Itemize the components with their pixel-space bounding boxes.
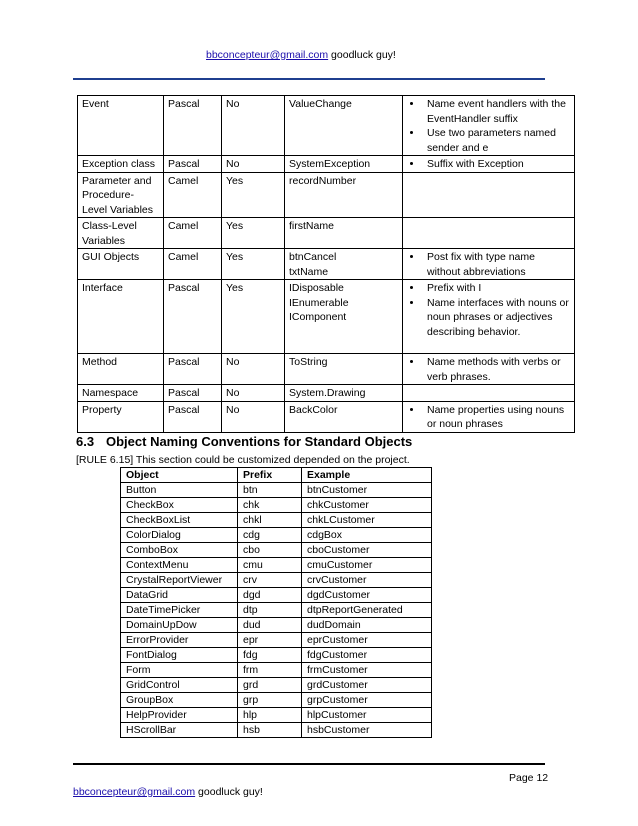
prefix-cell: frm (238, 663, 302, 678)
header-rule (73, 78, 545, 80)
table-row (121, 543, 432, 558)
notes-cell (403, 172, 575, 218)
prefix-cell: epr (238, 633, 302, 648)
example-cell: cboCustomer (302, 543, 432, 558)
example-cell: IDisposable IEnumerable IComponent (285, 280, 403, 354)
prefix-cell: crv (238, 573, 302, 588)
column-header-object: Object (121, 468, 238, 483)
notes-cell (403, 156, 575, 173)
example-cell: crvCustomer (302, 573, 432, 588)
note-item: • Post fix with type name without abbreviations (423, 250, 570, 279)
prefix-cell: No (222, 156, 285, 173)
page-footer (73, 786, 263, 798)
notes-cell (403, 96, 575, 156)
prefix-cell: grd (238, 678, 302, 693)
table-row (121, 618, 432, 633)
identifier-type-cell: Interface (78, 280, 164, 354)
table-row (121, 663, 432, 678)
example-cell: firstName (285, 218, 403, 249)
example-cell: grdCustomer (302, 678, 432, 693)
prefix-cell: cdg (238, 528, 302, 543)
page-number: Page 12 (509, 772, 549, 784)
object-cell: HScrollBar (121, 723, 238, 738)
notes-cell (403, 280, 575, 354)
prefix-cell: hlp (238, 708, 302, 723)
table-row (121, 633, 432, 648)
table-row (121, 483, 432, 498)
note-item: • Suffix with Exception (423, 157, 570, 172)
table-row (121, 573, 432, 588)
case-cell: Camel (164, 249, 222, 280)
object-cell: GridControl (121, 678, 238, 693)
rule-note: [RULE 6.15] This section could be customized depended on the project. (76, 454, 410, 466)
case-cell: Pascal (164, 385, 222, 402)
case-cell: Pascal (164, 96, 222, 156)
table-row (78, 280, 575, 354)
section-number: 6.3 (76, 434, 95, 449)
identifier-type-cell: Parameter and Procedure-Level Variables (78, 172, 164, 218)
example-cell: frmCustomer (302, 663, 432, 678)
note-item: • Name methods with verbs or verb phrases. (423, 355, 570, 384)
table-row (121, 588, 432, 603)
example-cell: btnCustomer (302, 483, 432, 498)
example-cell: btnCancel txtName (285, 249, 403, 280)
object-cell: DateTimePicker (121, 603, 238, 618)
notes-cell (403, 218, 575, 249)
prefix-cell: cmu (238, 558, 302, 573)
case-cell: Pascal (164, 280, 222, 354)
notes-cell (403, 385, 575, 402)
table-row (78, 385, 575, 402)
prefix-cell: Yes (222, 172, 285, 218)
naming-conventions-table (77, 95, 575, 433)
prefix-cell: No (222, 354, 285, 385)
example-cell: cmuCustomer (302, 558, 432, 573)
column-header-example: Example (302, 468, 432, 483)
section-title: Object Naming Conventions for Standard Objects (106, 434, 413, 449)
example-cell: chkLCustomer (302, 513, 432, 528)
table-row (121, 558, 432, 573)
case-cell: Pascal (164, 354, 222, 385)
table-row (121, 648, 432, 663)
prefix-cell: fdg (238, 648, 302, 663)
table-row (78, 401, 575, 432)
object-cell: DataGrid (121, 588, 238, 603)
notes-cell (403, 249, 575, 280)
example-cell: BackColor (285, 401, 403, 432)
identifier-type-cell: Class-Level Variables (78, 218, 164, 249)
column-header-prefix: Prefix (238, 468, 302, 483)
note-item: • Name properties using nouns or noun phrases (423, 403, 570, 432)
table-row (121, 678, 432, 693)
object-cell: CheckBox (121, 498, 238, 513)
case-cell: Camel (164, 172, 222, 218)
notes-cell (403, 401, 575, 432)
identifier-type-cell: Event (78, 96, 164, 156)
identifier-type-cell: Method (78, 354, 164, 385)
example-cell: hlpCustomer (302, 708, 432, 723)
table-row (121, 513, 432, 528)
section-heading (76, 434, 412, 449)
notes-cell (403, 354, 575, 385)
table-row (121, 528, 432, 543)
object-cell: FontDialog (121, 648, 238, 663)
example-cell: grpCustomer (302, 693, 432, 708)
object-prefix-table (120, 467, 432, 738)
table-row (78, 156, 575, 173)
example-cell: cdgBox (302, 528, 432, 543)
prefix-cell: cbo (238, 543, 302, 558)
footer-tagline: goodluck guy! (195, 786, 263, 798)
table-row (78, 172, 575, 218)
example-cell: System.Drawing (285, 385, 403, 402)
object-cell: ErrorProvider (121, 633, 238, 648)
table-row (78, 218, 575, 249)
prefix-cell: chkl (238, 513, 302, 528)
table-row (78, 96, 575, 156)
prefix-cell: No (222, 96, 285, 156)
example-cell: recordNumber (285, 172, 403, 218)
object-cell: CheckBoxList (121, 513, 238, 528)
prefix-cell: dud (238, 618, 302, 633)
header-tagline: goodluck guy! (328, 49, 396, 61)
object-cell: ComboBox (121, 543, 238, 558)
example-cell: fdgCustomer (302, 648, 432, 663)
prefix-cell: dtp (238, 603, 302, 618)
object-cell: Form (121, 663, 238, 678)
object-cell: CrystalReportViewer (121, 573, 238, 588)
note-item: • Use two parameters named sender and e (423, 126, 570, 155)
object-cell: Button (121, 483, 238, 498)
example-cell: chkCustomer (302, 498, 432, 513)
page-header (206, 49, 396, 61)
footer-rule (73, 763, 545, 765)
object-cell: GroupBox (121, 693, 238, 708)
table-row (121, 693, 432, 708)
prefix-cell: Yes (222, 249, 285, 280)
object-cell: ContextMenu (121, 558, 238, 573)
table-header-row (121, 468, 432, 483)
object-cell: DomainUpDow (121, 618, 238, 633)
example-cell: ToString (285, 354, 403, 385)
prefix-cell: No (222, 385, 285, 402)
example-cell: SystemException (285, 156, 403, 173)
prefix-cell: dgd (238, 588, 302, 603)
example-cell: hsbCustomer (302, 723, 432, 738)
example-cell: dgdCustomer (302, 588, 432, 603)
case-cell: Pascal (164, 401, 222, 432)
identifier-type-cell: GUI Objects (78, 249, 164, 280)
note-item: • Name event handlers with the EventHandler suffix (423, 97, 570, 126)
table-row (121, 603, 432, 618)
identifier-type-cell: Property (78, 401, 164, 432)
identifier-type-cell: Namespace (78, 385, 164, 402)
table-row (78, 354, 575, 385)
prefix-cell: grp (238, 693, 302, 708)
example-cell: dudDomain (302, 618, 432, 633)
table-row (121, 723, 432, 738)
prefix-cell: Yes (222, 280, 285, 354)
prefix-cell: btn (238, 483, 302, 498)
example-cell: eprCustomer (302, 633, 432, 648)
note-item: • Name interfaces with nouns or noun phrases or adjectives describing behavior. (423, 296, 570, 340)
example-cell: dtpReportGenerated (302, 603, 432, 618)
prefix-cell: chk (238, 498, 302, 513)
footer-email-link[interactable]: bbconcepteur@gmail.com (73, 786, 196, 798)
example-cell: ValueChange (285, 96, 403, 156)
table-row (78, 249, 575, 280)
case-cell: Pascal (164, 156, 222, 173)
object-cell: HelpProvider (121, 708, 238, 723)
table-row (121, 708, 432, 723)
note-item: • Prefix with I (423, 281, 570, 296)
prefix-cell: hsb (238, 723, 302, 738)
prefix-cell: Yes (222, 218, 285, 249)
object-cell: ColorDialog (121, 528, 238, 543)
prefix-cell: No (222, 401, 285, 432)
table-row (121, 498, 432, 513)
identifier-type-cell: Exception class (78, 156, 164, 173)
header-email-link[interactable]: bbconcepteur@gmail.com (206, 49, 329, 61)
case-cell: Camel (164, 218, 222, 249)
